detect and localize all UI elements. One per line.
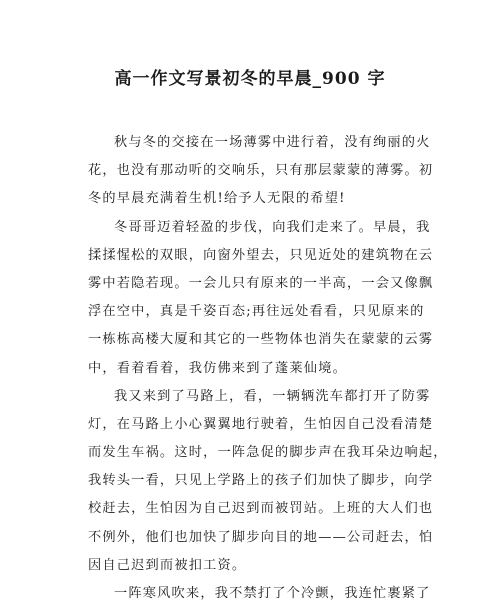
- paragraph-line: 浮在空中，真是千姿百态;再往远处看看，只见原来的: [88, 304, 425, 320]
- paragraph-line: 秋与冬的交接在一场薄雾中进行着，没有绚丽的火: [114, 135, 431, 150]
- paragraph-line: 一栋栋高楼大厦和其它的一些物体也消失在蒙蒙的云雾: [88, 332, 434, 348]
- paragraph-line: 冬的早晨充满着生机!给予人无限的希望!: [88, 191, 346, 207]
- paragraph-line: 因自己迟到而被扣工资。: [88, 557, 247, 573]
- paragraph-line: 灯，在马路上小心翼翼地行驶着，生怕因自己没看清楚: [88, 416, 434, 432]
- paragraph-line: 我转头一看，只见上学路上的孩子们加快了脚步，向学: [88, 473, 434, 489]
- article-body: [88, 129, 448, 608]
- paragraph-line: 校赶去，生怕因为自己迟到而被罚站。上班的大人们也: [88, 501, 434, 517]
- paragraph-line: 花，也没有那动听的交响乐，只有那层蒙蒙的薄雾。初: [88, 163, 434, 179]
- paragraph-line: 揉揉惺松的双眼，向窗外望去，只见近处的建筑物在云: [88, 247, 434, 263]
- paragraph-line: 而发生车祸。这时，一阵急促的脚步声在我耳朵边响起，: [88, 445, 448, 461]
- paragraph-line: 不例外，他们也加快了脚步向目的地——公司赶去，怕: [88, 529, 434, 545]
- paragraph-line: 我又来到了马路上，看，一辆辆洗车都打开了防雾: [114, 388, 431, 404]
- paragraph-line: 中，看着看着，我仿佛来到了蓬莱仙境。: [88, 360, 347, 376]
- paragraph-line: 一阵寒风吹来，我不禁打了个冷颤，我连忙裹紧了: [114, 586, 431, 601]
- paragraph-line: 冬哥哥迈着轻盈的步伐，向我们走来了。早晨，我: [114, 219, 431, 235]
- paragraph-line: 雾中若隐若现。一会儿只有原来的一半高，一会又像飘: [88, 275, 434, 291]
- page-title: 高一作文写景初冬的早晨_900 字: [114, 69, 386, 89]
